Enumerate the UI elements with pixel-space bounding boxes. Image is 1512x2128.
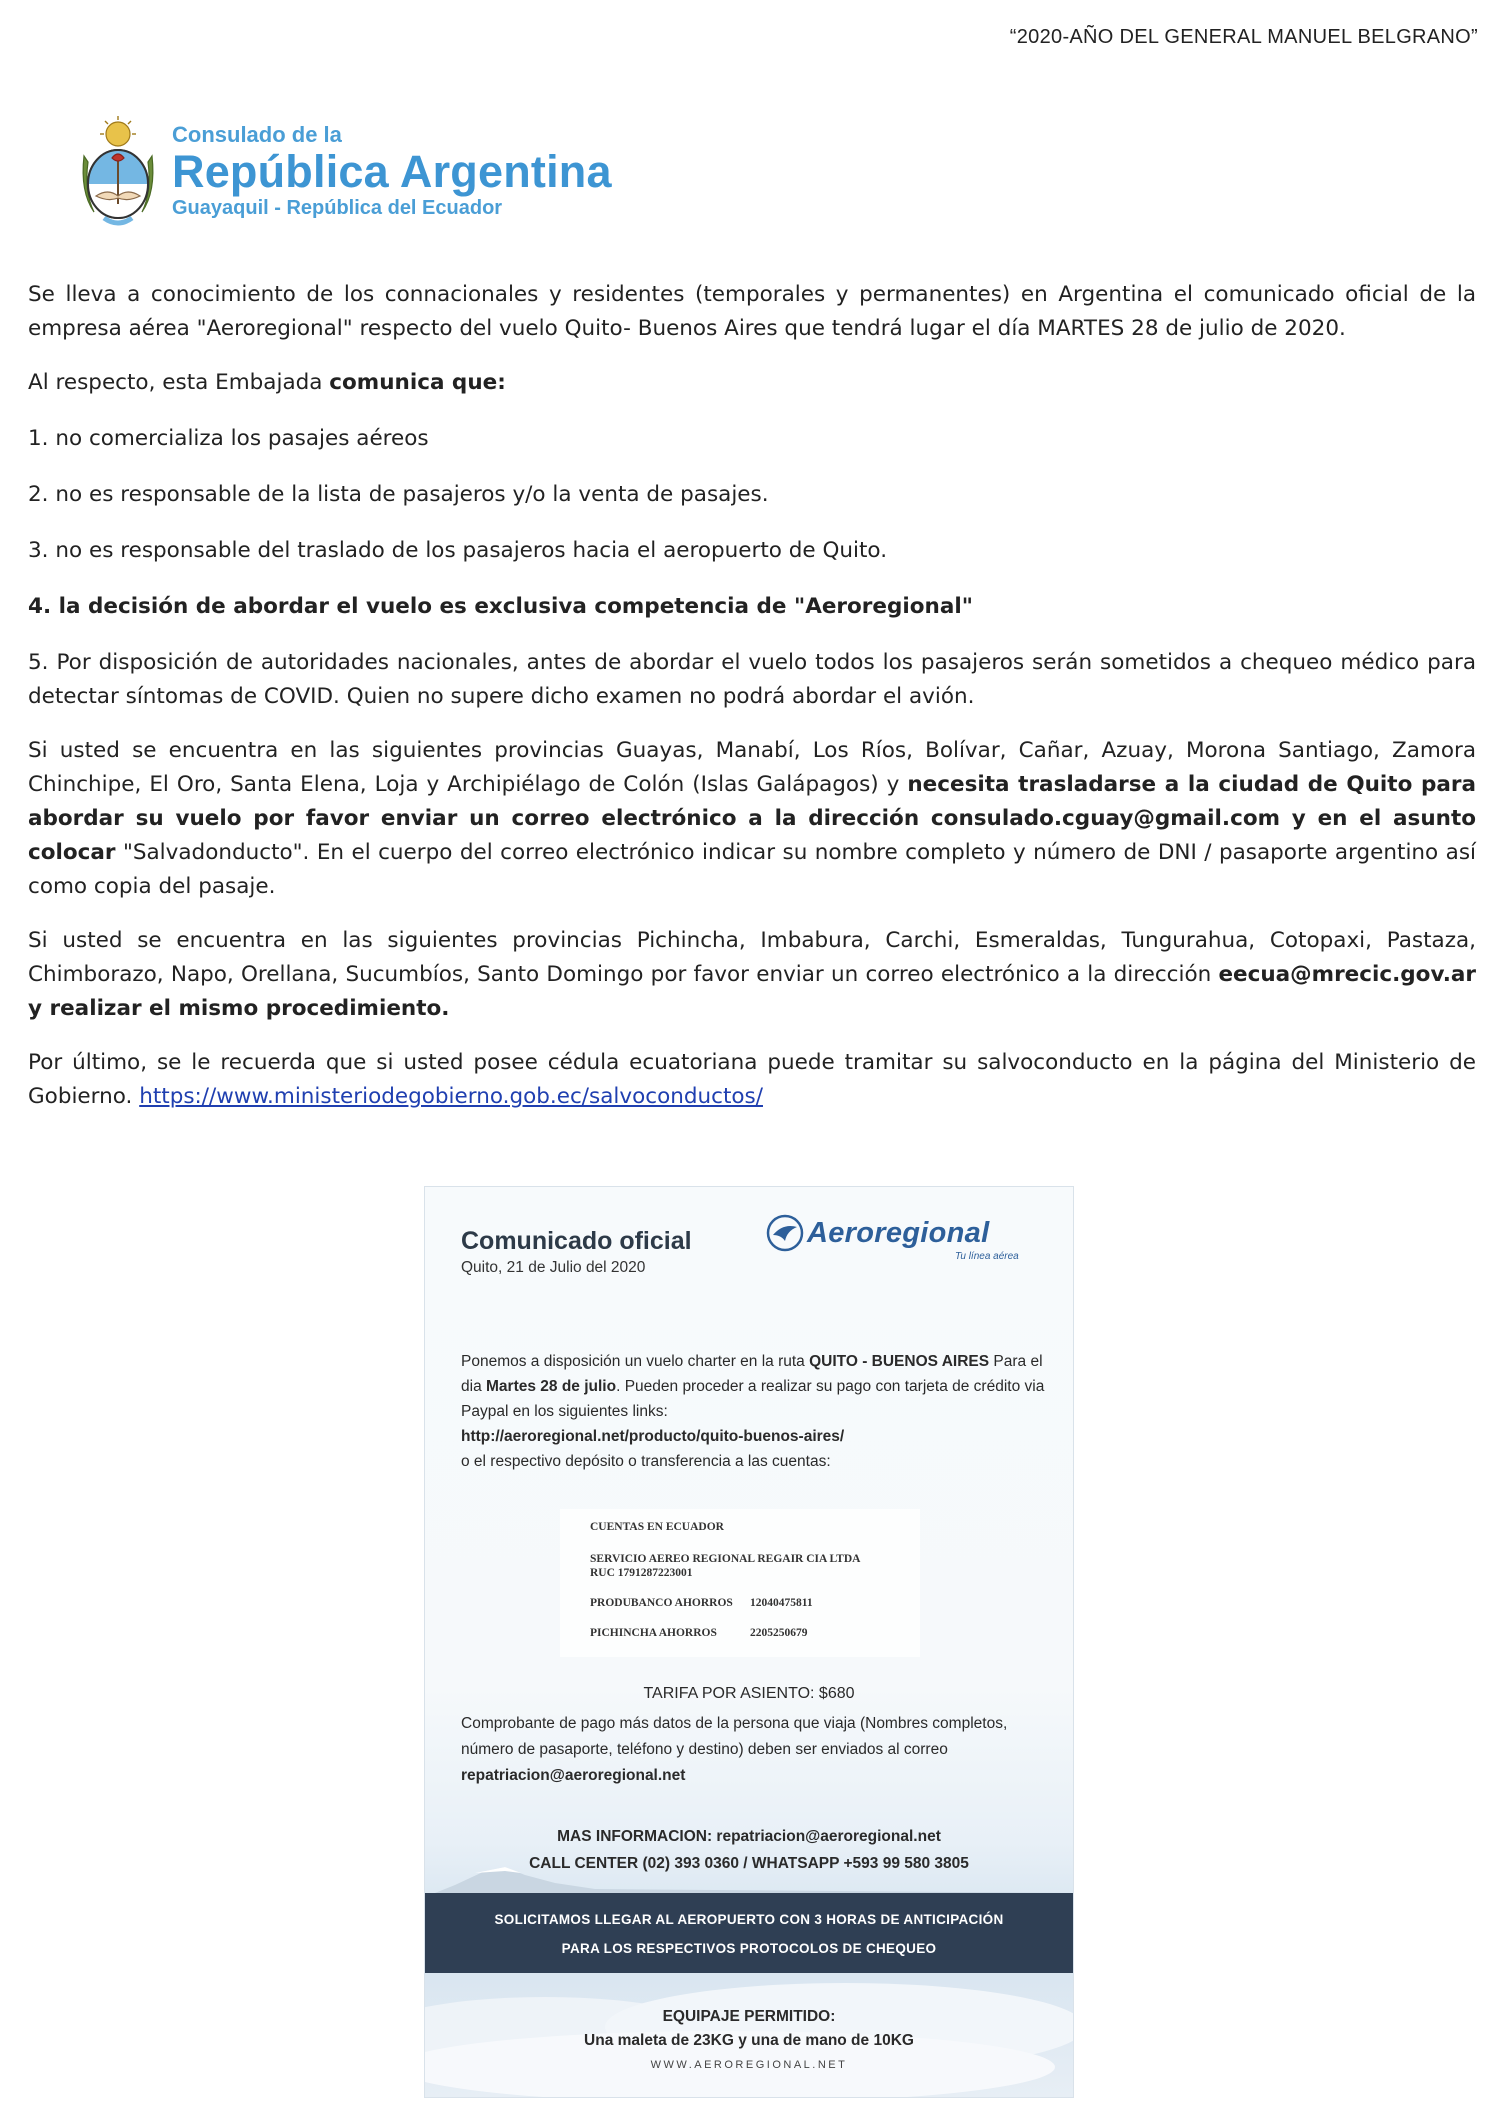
ministerio-link[interactable]: https://www.ministeriodegobierno.gob.ec/salvoconductos/ — [139, 1084, 763, 1109]
info-call-center: CALL CENTER (02) 393 0360 / WHATSAPP +593 99 580 3805 — [529, 1855, 969, 1872]
intro-text-2: Para el dia — [461, 1353, 1043, 1395]
banner-line-2: PARA LOS RESPECTIVOS PROTOCOLOS DE CHEQUEO — [561, 1941, 937, 1956]
equipaje-detail: Una maleta de 23KG y una de mano de 10KG — [584, 2032, 914, 2049]
list-item-3: 3. no es responsable del traslado de los pasajeros hacia el aeropuerto de Quito. — [28, 538, 888, 563]
list-item-1: 1. no comercializa los pasajes aéreos — [28, 426, 429, 451]
provincias-norte-text: Si usted se encuentra en las siguientes provincias Pichincha, Imbabura, Carchi, Esmeraldas, Tungurahua, Cotopaxi, Pastaza, Chimborazo, Napo, Orellana, Sucumbíos, Santo Domingo por favor enviar un correo electrónico a la dirección — [28, 928, 1476, 987]
equipaje — [425, 2005, 1073, 2053]
salvoconducto-text: Por último, se le recuerda que si usted posee cédula ecuatoriana puede tramitar su salvoconducto en la página del Ministerio de Gobierno. — [28, 1050, 1476, 1109]
paragraph-provincias-norte — [28, 924, 1476, 1026]
flyer-website[interactable]: WWW.AEROREGIONAL.NET — [650, 2059, 848, 2071]
comprobante-body: Comprobante de pago más datos de la persona que viaja (Nombres completos, número de pasaporte, teléfono y destino) deben ser enviados al correo — [461, 1715, 1008, 1758]
flyer-intro — [461, 1349, 1046, 1474]
paragraph-intro: Se lleva a conocimiento de los connacionales y residentes (temporales y permanentes) en Argentina el comunicado oficial de la empresa aérea "Aeroregional" respecto del vuelo Quito- Buenos Aires que tendrá lugar el día MARTES 28 de julio de 2020. — [28, 282, 1476, 341]
email-eecua: eecua@mrecic.gov.ar — [1218, 962, 1476, 987]
provincias-sur-text: Si usted se encuentra en las siguientes provincias Guayas, Manabí, Los Ríos, Bolívar, Cañar, Azuay, Morona Santiago, Zamora Chinchipe, El Oro, Santa Elena, Loja y Archipiélago de Colón (Islas Galápagos) y — [28, 738, 1476, 797]
account-2-number: 2205250679 — [750, 1627, 808, 1639]
flyer-title: Comunicado oficial — [461, 1227, 692, 1255]
accounts-title: CUENTAS EN ECUADOR — [590, 1521, 724, 1533]
aeroregional-logo — [765, 1209, 1055, 1269]
airport-notice-banner — [425, 1893, 1073, 1973]
logo-line-republica: República Argentina — [172, 146, 612, 197]
comprobante-text — [461, 1711, 1046, 1789]
provincias-norte-bold: y realizar el mismo procedimiento. — [28, 996, 450, 1021]
list-item-2: 2. no es responsable de la lista de pasajeros y/o la venta de pasajes. — [28, 482, 769, 507]
company-ruc: RUC 1791287223001 — [590, 1567, 693, 1579]
account-1-number: 12040475811 — [750, 1597, 813, 1609]
embajada-bold: comunica que: — [329, 370, 506, 395]
info-email: MAS INFORMACION: repatriacion@aeroregional.net — [557, 1828, 941, 1845]
intro-text-1: Ponemos a disposición un vuelo charter en la ruta — [461, 1353, 810, 1370]
banner-line-1: SOLICITAMOS LLEGAR AL AEROPUERTO CON 3 HORAS DE ANTICIPACIÓN — [494, 1912, 1004, 1927]
equipaje-title: EQUIPAJE PERMITIDO: — [662, 2008, 836, 2025]
logo-line-location: Guayaquil - República del Ecuador — [172, 197, 503, 219]
document-body — [28, 278, 1476, 1134]
account-2-label: PICHINCHA AHORROS — [590, 1627, 717, 1639]
logo-line-consulado: Consulado de la — [172, 122, 342, 147]
list-item-4: 4. la decisión de abordar el vuelo es exclusiva competencia de "Aeroregional" — [28, 594, 973, 619]
argentina-coat-of-arms-icon — [74, 112, 162, 237]
embajada-text: Al respecto, esta Embajada — [28, 370, 330, 395]
provincias-sur-text-end: "Salvadonducto". En el cuerpo del correo electrónico indicar su nombre completo y número de DNI / pasaporte argentino así como copia del pasaje. — [28, 840, 1476, 899]
consulate-logo — [74, 112, 694, 237]
aeroregional-bird-icon — [765, 1213, 805, 1253]
intro-text-4: o el respectivo depósito o transferencia a las cuentas: — [461, 1453, 831, 1470]
paragraph-salvoconducto — [28, 1046, 1476, 1114]
header-motto: “2020-AÑO DEL GENERAL MANUEL BELGRANO” — [1009, 26, 1478, 48]
intro-route: QUITO - BUENOS AIRES — [809, 1353, 990, 1370]
brand-tagline: Tu línea aérea — [955, 1251, 1019, 1262]
intro-date: Martes 28 de julio — [486, 1378, 617, 1395]
aeroregional-flyer — [424, 1186, 1074, 2098]
provincias-sur-bold: necesita trasladarse a la ciudad de Quito para abordar su vuelo por favor enviar un correo electrónico a la dirección consulado.cguay@gmail.com y en el asunto colocar — [28, 772, 1476, 865]
more-info — [425, 1823, 1073, 1877]
repatriacion-email: repatriacion@aeroregional.net — [461, 1767, 686, 1784]
company-name: SERVICIO AEREO REGIONAL REGAIR CIA LTDA — [590, 1553, 861, 1565]
tarifa: TARIFA POR ASIENTO: $680 — [643, 1685, 855, 1702]
account-1-label: PRODUBANCO AHORROS — [590, 1597, 733, 1609]
bank-accounts-box — [560, 1509, 920, 1657]
paragraph-embajada — [28, 366, 1476, 400]
brand-name: Aeroregional — [807, 1217, 990, 1249]
intro-text-3: . Pueden proceder a realizar su pago con tarjeta de crédito via Paypal en los siguientes links: — [461, 1378, 1045, 1420]
list-item-5: 5. Por disposición de autoridades nacionales, antes de abordar el vuelo todos los pasajeros serán sometidos a chequeo médico para detectar síntomas de COVID. Quien no supere dicho examen no podrá abordar el avión. — [28, 650, 1476, 709]
paypal-link[interactable]: http://aeroregional.net/producto/quito-buenos-aires/ — [461, 1428, 845, 1445]
flyer-date: Quito, 21 de Julio del 2020 — [461, 1259, 646, 1276]
paragraph-provincias-sur — [28, 734, 1476, 904]
